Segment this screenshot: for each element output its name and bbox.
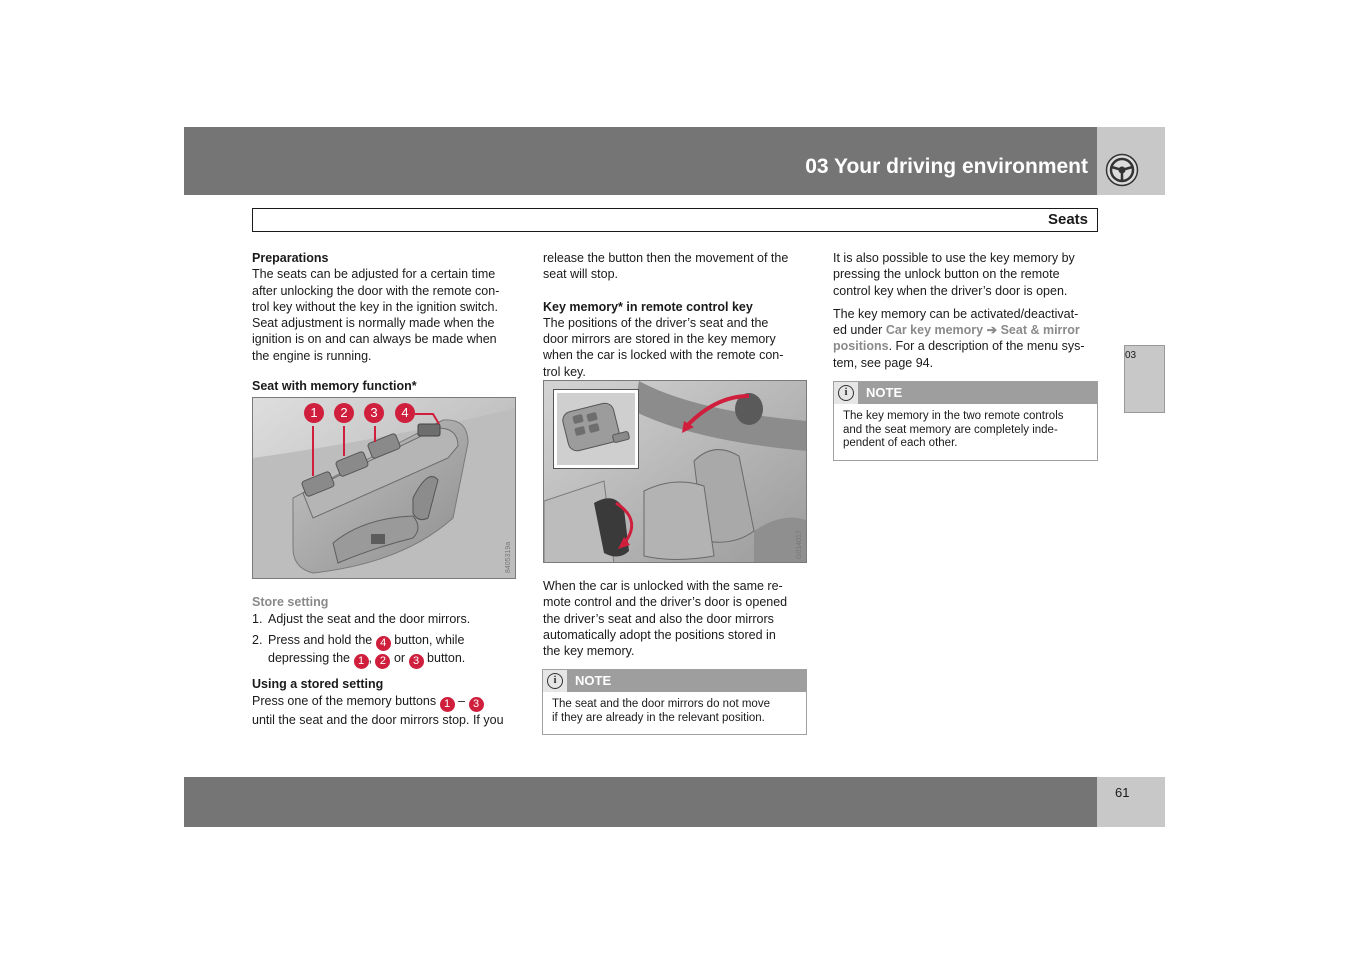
unlock-paragraph: [543, 578, 808, 659]
remote-key-inset: [553, 389, 639, 469]
unlock-key-line: It is also possible to use the key memory by: [833, 251, 1075, 265]
preparations-line: The seats can be adjusted for a certain time: [252, 267, 496, 282]
badge-3: 3: [409, 654, 424, 669]
note-box: [833, 381, 1098, 461]
key-memory-line: trol key.: [543, 364, 586, 379]
stored-setting-line: [252, 693, 517, 712]
badge-4: 4: [376, 636, 391, 651]
dash: –: [458, 694, 466, 709]
preparations-line: ignition is on and can always be made when: [252, 332, 497, 347]
preparations-line: trol key without the key in the ignition switch.: [252, 299, 498, 314]
column-1: [252, 250, 517, 364]
unlock-line: the key memory.: [543, 644, 635, 659]
step-number: 2.: [252, 632, 263, 647]
stored-text: Press one of the memory buttons: [252, 694, 437, 709]
callout-3: 3: [364, 403, 384, 423]
key-memory-figure: [543, 380, 807, 563]
page-number: 61: [1115, 785, 1130, 800]
seat-memory-figure: [252, 397, 516, 579]
preparations-line: after unlocking the door with the remote con-: [252, 283, 500, 298]
step-text: Adjust the seat and the door mirrors.: [268, 612, 471, 626]
unlock-line: automatically adopt the positions stored in: [543, 627, 776, 642]
note-line: and the seat memory are completely inde-: [843, 423, 1058, 436]
stored-setting: [252, 676, 517, 729]
step-number: 1.: [252, 612, 263, 626]
note-title: NOTE: [866, 385, 903, 400]
step-text: button, while: [394, 632, 465, 647]
continued-line: release the button then the movement of the: [543, 251, 789, 265]
callout-1: 1: [304, 403, 324, 423]
menu-item-positions: positions: [833, 339, 889, 354]
key-memory-line: The positions of the driver’s seat and the: [543, 315, 769, 330]
menu-arrow-icon: ➔: [986, 323, 998, 338]
column-2-top: [543, 250, 808, 380]
step-text: depressing the: [268, 650, 351, 665]
chapter-side-tab-label: 03: [1125, 350, 1137, 361]
unlock-key-line: control key when the driver’s door is open.: [833, 283, 1068, 298]
key-memory-line: door mirrors are stored in the key memory: [543, 332, 776, 347]
step-2: [252, 633, 517, 669]
info-icon: i: [547, 673, 563, 689]
note-line: pendent of each other.: [843, 437, 958, 449]
figure-code: 8405319a: [505, 541, 512, 573]
info-icon: i: [838, 385, 854, 401]
memory-function-heading: Seat with memory function*: [252, 379, 417, 393]
column-3: [833, 250, 1098, 371]
note-body: [834, 404, 1097, 459]
key-memory-line: when the car is locked with the remote con-: [543, 348, 784, 363]
unlock-line: When the car is unlocked with the same re-: [543, 579, 783, 593]
remote-key-icon: [557, 393, 635, 465]
badge-1: 1: [354, 654, 369, 669]
note-title: NOTE: [575, 673, 612, 688]
note-line: if they are already in the relevant position.: [552, 711, 765, 724]
step-1: [252, 612, 517, 627]
note-line: The seat and the door mirrors do not move: [552, 698, 770, 710]
store-steps: [252, 612, 517, 673]
unlock-line: mote control and the driver’s door is opened: [543, 595, 788, 610]
chapter-title: 03 Your driving environment: [805, 155, 1088, 178]
step-text: or: [393, 650, 406, 665]
note-body: [543, 692, 806, 733]
note-box: [542, 669, 807, 735]
badge-2: 2: [375, 654, 390, 669]
note-icon-box: [834, 382, 858, 404]
note-header: [834, 382, 1097, 404]
unlock-key-line: pressing the unlock button on the remote: [833, 267, 1060, 282]
comma: ,: [368, 650, 372, 665]
continued-line: seat will stop.: [543, 267, 619, 282]
menu-item-seat-mirror: Seat & mirror: [1000, 323, 1080, 338]
menu-item-car-key-memory: Car key memory: [885, 323, 984, 338]
preparations-line: the engine is running.: [252, 348, 372, 363]
stored-setting-line: until the seat and the door mirrors stop. If you: [252, 713, 504, 728]
footer-tab: [1097, 777, 1165, 827]
note-icon-box: [543, 670, 567, 692]
note-line: The key memory in the two remote controls: [843, 410, 1064, 422]
stored-setting-heading: Using a stored setting: [252, 677, 384, 691]
note-header: [543, 670, 806, 692]
preparations-line: Seat adjustment is normally made when the: [252, 316, 495, 331]
callout-4: 4: [395, 403, 415, 423]
step-text: button.: [427, 650, 466, 665]
activate-line: [833, 338, 1098, 354]
unlock-line: the driver’s seat and also the door mirrors: [543, 611, 774, 626]
store-setting-heading: Store setting: [252, 595, 329, 609]
activate-line: [833, 322, 1098, 338]
callout-2: 2: [334, 403, 354, 423]
section-title: Seats: [1047, 211, 1088, 228]
activate-line: tem, see page 94.: [833, 355, 934, 370]
footer-band: [184, 777, 1097, 827]
figure-code: G014017: [796, 530, 803, 559]
step-text: Press and hold the: [268, 632, 373, 647]
door-panel-illustration: [253, 398, 516, 579]
activate-line: The key memory can be activated/deactivat-: [833, 306, 1079, 321]
activate-text: ed under: [833, 323, 883, 338]
activate-text: . For a description of the menu sys-: [888, 339, 1085, 354]
badge-1: 1: [440, 697, 455, 712]
steering-wheel-icon: [1105, 153, 1139, 187]
section-bar: [252, 208, 1098, 232]
key-memory-heading: Key memory* in remote control key: [543, 299, 753, 314]
preparations-heading: Preparations: [252, 251, 329, 265]
badge-3: 3: [469, 697, 484, 712]
